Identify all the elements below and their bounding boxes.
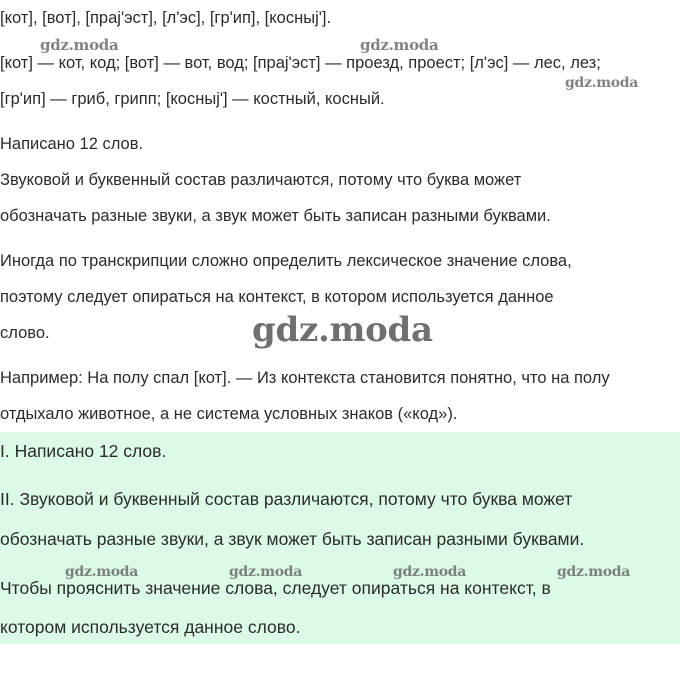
answer-line-2: II. Звуковой и буквенный состав различаются, потому что буква может: [0, 489, 573, 509]
answer-line-4: Чтобы прояснить значение слова, следует опираться на контекст, в: [0, 578, 551, 598]
transcription-words-line-1: [кот] — кот, код; [вот] — вот, вод; [праj'эст] — проезд, проест; [л'эс] — лес, лез;: [0, 54, 601, 72]
transcription-words-line-2: [гр'ип] — гриб, грипп; [косныj'] — костный, косный.: [0, 90, 385, 108]
watermark: gdz.moda: [557, 564, 631, 580]
watermark: gdz.moda: [393, 564, 467, 580]
transcription-list: [кот], [вот], [праj'эст], [л'эс], [гр'ип], [косныj'].: [0, 9, 332, 27]
context-line-2: поэтому следует опираться на контекст, в котором используется данное: [0, 288, 554, 306]
answer-block: [0, 432, 680, 644]
word-count-text: Написано 12 слов.: [0, 135, 144, 153]
answer-line-5: котором используется данное слово.: [0, 617, 301, 637]
context-line-1: Иногда по транскрипции сложно определить лексическое значение слова,: [0, 252, 572, 270]
watermark: gdz.moda: [229, 564, 303, 580]
watermark: gdz.moda: [360, 36, 439, 54]
explanation-line-2: обозначать разные звуки, а звук может быть записан разными буквами.: [0, 207, 551, 225]
watermark: gdz.moda: [65, 564, 139, 580]
answer-line-3: обозначать разные звуки, а звук может быть записан разными буквами.: [0, 529, 585, 549]
answer-line-1: I. Написано 12 слов.: [0, 441, 167, 461]
example-line-1: Например: На полу спал [кот]. — Из контекста становится понятно, что на полу: [0, 369, 610, 387]
context-line-3: слово.: [0, 324, 50, 342]
explanation-line-1: Звуковой и буквенный состав различаются, потому что буква может: [0, 171, 522, 189]
watermark: gdz.moda: [252, 310, 433, 350]
example-line-2: отдыхало животное, а не система условных знаков («код»).: [0, 405, 458, 423]
watermark: gdz.moda: [565, 75, 639, 91]
watermark: gdz.moda: [40, 36, 119, 54]
